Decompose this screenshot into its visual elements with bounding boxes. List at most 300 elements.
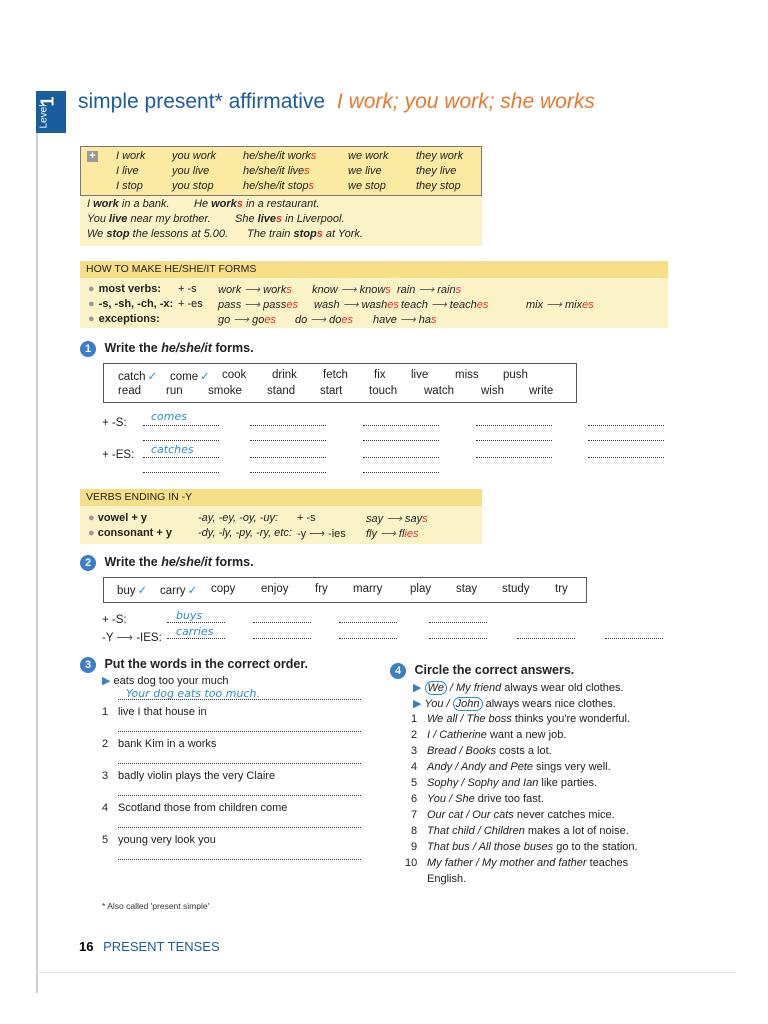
stem: ha [415, 314, 431, 326]
exercise-number-badge: 3 [80, 657, 96, 673]
circled-answer: John [453, 697, 483, 711]
exercise-3-example-answer: Your dog eats too much. [126, 687, 260, 700]
text: I [87, 198, 94, 210]
answer-line [250, 440, 326, 441]
answer-line [605, 638, 663, 639]
plus-icon: + [87, 151, 98, 162]
conj-cell: I work [116, 150, 146, 162]
item-number: 6 [411, 793, 418, 805]
rest: sings very well. [533, 761, 611, 773]
item-number: 8 [411, 825, 418, 837]
answer-line [250, 472, 326, 473]
verbs-y-rule-2: -y ⟶ -ies [297, 528, 346, 540]
text: the lessons at 5.00. [129, 228, 229, 240]
ending: s [385, 284, 391, 296]
item-number: 2 [102, 738, 109, 750]
item-number: 2 [411, 729, 418, 741]
exercise-4-title: Circle the correct answers. [414, 663, 575, 677]
item-words: bank Kim in a works [118, 738, 217, 750]
exercise-4-example-1: ▶ We / My friend always wear old clothes. [413, 682, 624, 694]
footnote: * Also called 'present simple' [102, 901, 210, 911]
answer-comes: comes [151, 410, 187, 423]
arrow-icon: ⟶ [546, 299, 562, 311]
level-number: 1 [37, 96, 58, 107]
bold-verb: work [93, 198, 119, 210]
left-margin-rule [36, 133, 38, 993]
options: Our cat / Our cats [427, 809, 514, 821]
rest: go to the station. [553, 841, 638, 853]
conj-cell: I live [116, 165, 139, 177]
verbs-y-header-bar [80, 489, 482, 506]
item-sentence [427, 745, 552, 757]
base-verb: say [366, 513, 384, 525]
rest: always wears nice clothes. [482, 698, 616, 710]
option: You / [424, 698, 453, 710]
exercise-3-example: ▶ eats dog too your much [102, 675, 229, 687]
verbs-y-example-1: say ⟶ says [366, 513, 428, 525]
item-words: young very look you [118, 834, 216, 846]
title-part-italic: he/she/it [161, 341, 212, 355]
page-number: 16 [79, 939, 94, 954]
word-item: watch [424, 385, 455, 397]
stem: mix [561, 299, 583, 311]
options: Bread / Books [427, 745, 497, 757]
rule-label: -s, -sh, -ch, -x: [98, 298, 174, 310]
stem: say [405, 513, 423, 525]
howto-example [295, 313, 353, 326]
answer-line [363, 425, 439, 426]
answer-buys: buys [176, 609, 203, 622]
answer-line [143, 457, 219, 458]
ending: s [308, 180, 314, 192]
answer-line [429, 622, 487, 623]
howto-example [401, 298, 488, 311]
options: I / Catherine [427, 729, 487, 741]
text: in Liverpool. [282, 213, 345, 225]
base-verb: mix [526, 299, 547, 311]
word-item: buy ✓ [117, 585, 148, 597]
arrow-icon: ⟶ [342, 299, 359, 311]
title-part: forms. [211, 555, 254, 569]
options: Sophy / Sophy and Ian [427, 777, 539, 789]
answer-line [250, 425, 326, 426]
arrow-icon: ⟶ [340, 284, 357, 296]
base-verb: teach [401, 299, 431, 311]
exercise-4-heading [390, 661, 575, 679]
base-verb: pass [218, 299, 245, 311]
bold-verb: stop [293, 228, 317, 240]
ending: s [422, 513, 428, 525]
word-item: wish [481, 385, 505, 397]
example-sentence [247, 228, 363, 240]
answer-line [588, 457, 664, 458]
text: He [194, 198, 212, 210]
howto-header: HOW TO MAKE HE/SHE/IT FORMS [86, 263, 257, 275]
word-item: write [529, 385, 554, 397]
item-number: 3 [411, 745, 418, 757]
howto-example [397, 283, 461, 296]
answer-carries: carries [176, 625, 214, 638]
level-label: Level [38, 104, 50, 129]
answer-line [253, 622, 311, 623]
word-item: touch [369, 385, 398, 397]
answer-line [517, 638, 575, 639]
plus-s-label: + -S: [102, 417, 127, 429]
rule-label: exceptions: [98, 313, 160, 325]
answer-line [143, 425, 219, 426]
word-item: catch ✓ [118, 371, 158, 383]
base-verb: do [295, 314, 311, 326]
stem: teach [446, 299, 477, 311]
answer-line [118, 699, 361, 700]
answer-line [118, 827, 361, 828]
word-item: carry ✓ [160, 585, 198, 597]
answer-line [363, 472, 439, 473]
title-part: Write the [104, 341, 162, 355]
arrow-icon: ⟶ [430, 299, 447, 311]
exercise-number-badge: 1 [80, 341, 96, 357]
word-item: copy [211, 583, 236, 595]
stem: he/she/it live [243, 165, 305, 177]
text: near my brother. [127, 213, 211, 225]
label-part: -Y [102, 632, 114, 644]
page-title [78, 90, 595, 114]
item-number: 5 [411, 777, 418, 789]
title-examples: I work; you work; she works [336, 90, 595, 113]
item-sentence [427, 729, 566, 741]
word-item: fry [315, 583, 328, 595]
item-number: 1 [102, 706, 109, 718]
check-icon: ✓ [187, 585, 198, 597]
word-item: run [166, 385, 183, 397]
exercise-2-heading [80, 553, 254, 571]
plus-es-label: + -ES: [102, 449, 135, 461]
rest: like parties. [538, 777, 598, 789]
answer-line [588, 440, 664, 441]
base-verb: wash [314, 299, 343, 311]
base-verb: have [373, 314, 400, 326]
word-item: smoke [208, 385, 242, 397]
verbs-y-pattern-2: -dy, -ly, -py, -ry, etc: [198, 527, 292, 539]
word-item: start [320, 385, 343, 397]
exercise-4-example-2: ▶ You / John always wears nice clothes. [413, 698, 616, 710]
rule-label: most verbs: [98, 283, 162, 295]
answer-line [167, 638, 225, 639]
rule-label: consonant + y [97, 527, 172, 539]
conj-cell [243, 165, 310, 177]
item-number: 3 [102, 770, 109, 782]
stem: go [249, 314, 265, 326]
item-sentence [427, 841, 638, 853]
rule-to: -ies [328, 528, 346, 540]
howto-example [373, 313, 437, 326]
word-item: play [410, 583, 432, 595]
conj-cell: they work [416, 150, 464, 162]
answer-line [339, 622, 397, 623]
conj-cell: you work [172, 150, 217, 162]
stem: know [356, 284, 386, 296]
bullet: ● [88, 298, 95, 310]
ending: s [304, 165, 310, 177]
word-item: miss [455, 369, 479, 381]
item-sentence [427, 857, 628, 869]
rest: teaches [586, 857, 629, 869]
answer-line [339, 638, 397, 639]
conj-cell: we stop [348, 180, 386, 192]
rest: want a new job. [486, 729, 567, 741]
check-icon: ✓ [137, 585, 148, 597]
item-number: 5 [102, 834, 109, 846]
verbs-y-pattern-1: -ay, -ey, -oy, -uy: [198, 512, 279, 524]
title-part: Write the [104, 555, 162, 569]
stem: do [326, 314, 342, 326]
rest: drive too fast. [474, 793, 544, 805]
example-sentence [87, 198, 170, 210]
options: That bus / All those buses [427, 841, 554, 853]
exercise-3-heading [80, 655, 308, 673]
answer-line [476, 457, 552, 458]
item-words: Scotland those from children come [118, 802, 288, 814]
howto-example [312, 283, 391, 296]
arrow-icon: ⟶ [418, 284, 435, 296]
word-item: stand [267, 385, 296, 397]
title-main: simple present* affirmative [78, 90, 326, 113]
stem: pass [260, 299, 287, 311]
verbs-y-rule-1: + -s [297, 512, 316, 524]
options: You / She [427, 793, 475, 805]
exercise-3-title: Put the words in the correct order. [104, 657, 308, 671]
exercise-2-title [104, 555, 253, 569]
stem: work [260, 284, 287, 296]
conj-cell: they live [416, 165, 457, 177]
answer-line [143, 440, 219, 441]
item-number: 4 [411, 761, 418, 773]
base-verb: go [218, 314, 234, 326]
options: Andy / Andy and Pete [427, 761, 533, 773]
footer-rule [36, 972, 736, 973]
base-verb: work [218, 284, 245, 296]
howto-example [314, 298, 399, 311]
howto-header-bar [80, 261, 668, 278]
title-part-italic: he/she/it [161, 555, 212, 569]
option: / My friend [446, 682, 502, 694]
base-verb: fly [366, 528, 377, 540]
conj-cell: I stop [116, 180, 143, 192]
conj-cell: they stop [416, 180, 461, 192]
rule-from: -y [297, 528, 307, 540]
rest: costs a lot. [496, 745, 552, 757]
title-part: forms. [211, 341, 254, 355]
answer-line [118, 763, 361, 764]
rule-label: vowel + y [97, 512, 147, 524]
ending: es [387, 299, 399, 311]
word-item: come ✓ [170, 371, 210, 383]
answer-line [363, 440, 439, 441]
arrow-icon: ⟶ [310, 314, 327, 326]
arrow-icon: ⟶ [233, 314, 250, 326]
text: The train [247, 228, 294, 240]
verbs-y-row-1: ● vowel + y [88, 512, 147, 524]
base-verb: know [312, 284, 341, 296]
stem: fl [398, 528, 405, 540]
exercise-1-heading [80, 339, 254, 357]
example-sentence [194, 198, 319, 210]
howto-example [526, 298, 594, 311]
options: That child / Children [427, 825, 525, 837]
example-words: eats dog too your much [113, 675, 229, 687]
item-words: badly violin plays the very Claire [118, 770, 276, 782]
answer-catches: catches [151, 443, 194, 456]
answer-line [167, 622, 225, 623]
bold-verb: live [257, 213, 276, 225]
howto-rule: + -es [178, 298, 203, 310]
word-item: stay [456, 583, 478, 595]
stem: rain [434, 284, 456, 296]
stem: he/she/it work [243, 150, 311, 162]
ending: es [341, 314, 353, 326]
exercise-1-title [104, 341, 253, 355]
word-item: try [555, 583, 568, 595]
ending: ies [404, 528, 419, 540]
example-sentence [87, 228, 228, 240]
answer-line [476, 425, 552, 426]
conj-cell [243, 150, 316, 162]
word-item: study [502, 583, 530, 595]
conj-cell: you stop [172, 180, 214, 192]
exercise-number-badge: 4 [390, 663, 406, 679]
item-number: 9 [411, 841, 418, 853]
item-sentence [427, 713, 630, 725]
page-footer [79, 939, 220, 954]
item-sentence [427, 777, 597, 789]
example-sentence [87, 213, 211, 225]
rest: never catches mice. [513, 809, 615, 821]
answer-line [588, 425, 664, 426]
word-item: push [503, 369, 528, 381]
word-item: enjoy [261, 583, 289, 595]
item-number: 1 [411, 713, 418, 725]
answer-line [363, 457, 439, 458]
word-item: drink [272, 369, 297, 381]
plus-s-label: + -S: [102, 614, 127, 626]
howto-rule: + -s [178, 283, 197, 295]
ending: s [455, 284, 462, 296]
ending: s [236, 198, 243, 210]
howto-example [218, 298, 298, 311]
word-item: cook [222, 369, 247, 381]
bold-verb: work [211, 198, 237, 210]
text: in a bank. [118, 198, 170, 210]
text: You [87, 213, 110, 225]
word-item: live [411, 369, 429, 381]
word-item: fetch [323, 369, 348, 381]
arrow-icon: ⟶ [399, 314, 416, 326]
verbs-y-example-2: fly ⟶ flies [366, 528, 419, 540]
bullet: ● [88, 313, 95, 325]
answer-line [476, 440, 552, 441]
ending: s [431, 314, 437, 326]
ending: s [286, 284, 292, 296]
circled-answer: We [425, 681, 447, 695]
item-number: 10 [405, 857, 418, 869]
ending: es [286, 299, 298, 311]
exercise-number-badge: 2 [80, 555, 96, 571]
options: My father / My mother and father [427, 857, 587, 869]
answer-line [429, 638, 487, 639]
ending: es [582, 299, 594, 311]
base-verb: rain [397, 284, 419, 296]
ending: s [310, 150, 317, 162]
rest: always wear old clothes. [501, 682, 624, 694]
stem: wash [358, 299, 388, 311]
item-sentence [427, 761, 611, 773]
verbs-y-row-2: ● consonant + y [88, 527, 172, 539]
word-item: read [118, 385, 142, 397]
stem: he/she/it stop [243, 180, 309, 192]
answer-line [253, 638, 311, 639]
conj-cell: you live [172, 165, 210, 177]
howto-label [88, 283, 161, 295]
ending: es [264, 314, 276, 326]
howto-label [88, 313, 160, 325]
item-sentence [427, 809, 615, 821]
bullet: ● [88, 283, 95, 295]
word-item: marry [353, 583, 383, 595]
item-number: 7 [411, 809, 418, 821]
answer-line [118, 731, 361, 732]
arrow-icon: ⟶ [244, 284, 261, 296]
label-part: -IES: [136, 632, 162, 644]
bold-verb: stop [106, 228, 130, 240]
bold-verb: live [109, 213, 128, 225]
howto-label [88, 298, 173, 310]
answer-line [143, 472, 219, 473]
verbs-y-header: VERBS ENDING IN -Y [86, 491, 193, 503]
check-icon: ✓ [200, 371, 210, 383]
example-sentence [235, 213, 345, 225]
exercise-4-last-line: English. [427, 873, 467, 885]
answer-line [250, 457, 326, 458]
check-icon: ✓ [147, 371, 158, 383]
ending: es [476, 299, 489, 311]
options: We all / The boss [427, 713, 512, 725]
arrow-icon: ⟶ [244, 299, 261, 311]
item-words: live I that house in [118, 706, 207, 718]
rest: makes a lot of noise. [524, 825, 629, 837]
section-name: PRESENT TENSES [103, 939, 220, 954]
howto-example [218, 313, 276, 326]
conj-cell: we work [348, 150, 389, 162]
item-number: 4 [102, 802, 109, 814]
howto-example [218, 283, 292, 296]
text: We [87, 228, 107, 240]
answer-line [118, 795, 361, 796]
text: at York. [322, 228, 363, 240]
rest: thinks you're wonderful. [511, 713, 631, 725]
item-sentence [427, 793, 544, 805]
ending: s [276, 213, 283, 225]
ending: s [316, 228, 323, 240]
conj-cell [243, 180, 314, 192]
answer-line [118, 859, 361, 860]
text: in a restaurant. [242, 198, 320, 210]
y-ies-label: -Y ⟶ -IES: [102, 632, 162, 644]
text: She [235, 213, 258, 225]
level-tab [36, 91, 66, 133]
conj-cell: we live [348, 165, 382, 177]
item-sentence [427, 825, 629, 837]
word-item: fix [374, 369, 386, 381]
